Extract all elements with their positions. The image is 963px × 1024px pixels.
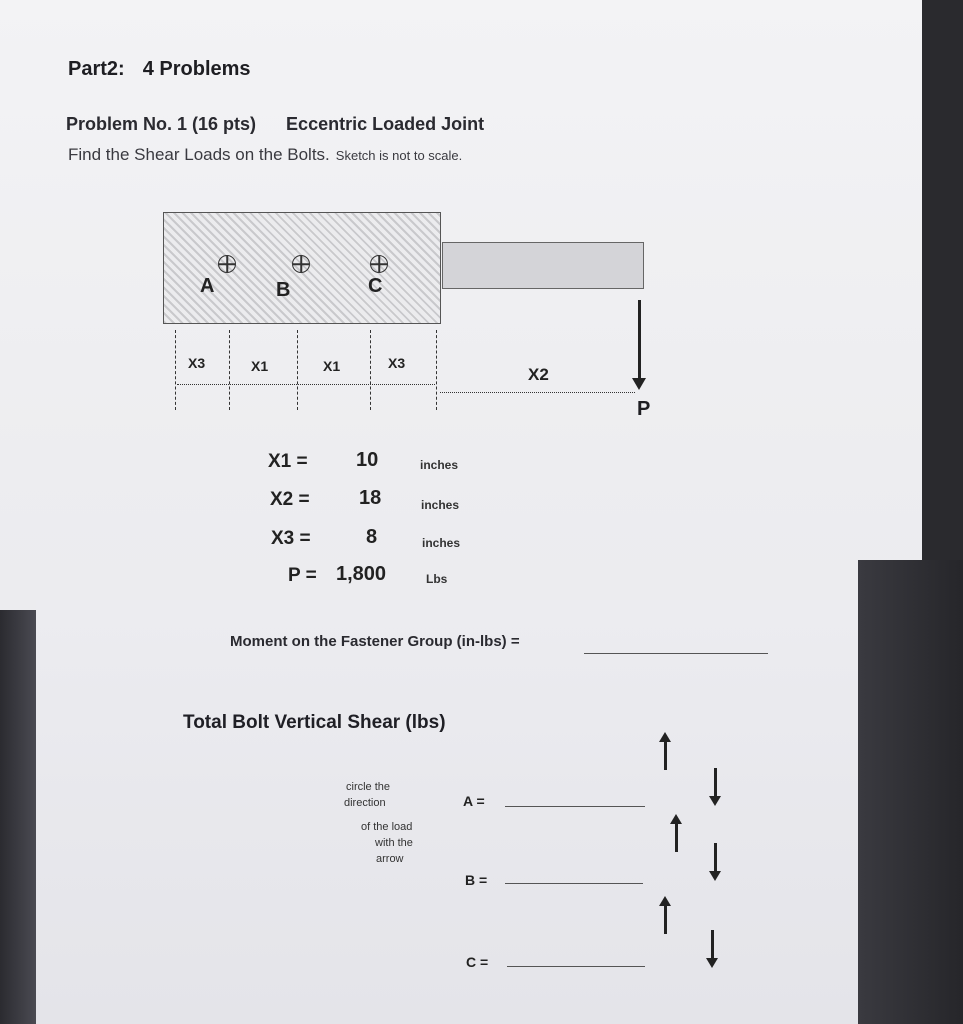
answer-label-a: A = — [463, 793, 485, 809]
moment-answer-line[interactable] — [584, 653, 768, 654]
problem-topic: Eccentric Loaded Joint — [286, 114, 485, 134]
bolt-icon — [370, 255, 388, 273]
total-shear-heading: Total Bolt Vertical Shear (lbs) — [183, 712, 446, 733]
value-unit: inches — [421, 498, 460, 512]
value-number: 1,800 — [336, 563, 387, 585]
arrow-up-icon[interactable] — [664, 904, 667, 934]
part-count: 4 Problems — [142, 58, 251, 80]
value-number: 8 — [366, 526, 378, 548]
problem-heading — [66, 114, 484, 135]
value-unit: inches — [422, 536, 461, 550]
part-label: Part2: — [68, 58, 125, 80]
bolt-icon — [292, 255, 310, 273]
value-unit: inches — [420, 458, 459, 472]
dimension-tick — [370, 330, 371, 410]
value-number: 10 — [356, 449, 379, 471]
instruction-line — [68, 145, 462, 165]
arrow-down-icon[interactable] — [711, 930, 714, 960]
circle-note-line: arrow — [376, 853, 404, 865]
part-heading — [68, 58, 251, 81]
worksheet-page-lower — [36, 600, 858, 1024]
answer-line-c[interactable] — [507, 966, 645, 967]
background-edge-left — [0, 610, 36, 1024]
load-arrow-icon — [638, 300, 641, 380]
value-number: 18 — [359, 487, 382, 509]
answer-line-b[interactable] — [505, 883, 643, 884]
load-label: P — [637, 398, 651, 420]
value-label: X3 = — [271, 528, 311, 549]
bolt-label-c: C — [368, 275, 383, 297]
value-label: P = — [288, 565, 317, 586]
value-unit: Lbs — [426, 572, 448, 586]
dimension-tick — [436, 330, 437, 410]
circle-note-line: with the — [375, 837, 413, 849]
arrow-up-icon[interactable] — [664, 740, 667, 770]
answer-line-a[interactable] — [505, 806, 645, 807]
dimension-line — [177, 384, 435, 385]
value-label: X2 = — [270, 489, 310, 510]
instruction-text: Find the Shear Loads on the Bolts. — [68, 145, 330, 164]
arrow-up-icon[interactable] — [675, 822, 678, 852]
dimension-line-x2 — [440, 392, 635, 393]
answer-label-c: C = — [466, 954, 489, 970]
dim-label: X1 — [323, 358, 341, 374]
dim-label-x2: X2 — [528, 365, 549, 384]
arrow-down-icon[interactable] — [714, 843, 717, 873]
dimension-tick — [229, 330, 230, 410]
bolt-icon — [218, 255, 236, 273]
dimension-tick — [297, 330, 298, 410]
background-edge-right — [858, 560, 963, 1024]
dim-label: X3 — [388, 355, 406, 371]
extension-arm — [442, 242, 644, 289]
scale-note: Sketch is not to scale. — [335, 148, 463, 163]
dim-label: X3 — [188, 355, 206, 371]
bolt-label-a: A — [200, 275, 215, 297]
arrow-down-icon[interactable] — [714, 768, 717, 798]
moment-label: Moment on the Fastener Group (in-lbs) = — [230, 633, 520, 650]
circle-note-line: direction — [344, 797, 386, 809]
circle-note-line: of the load — [361, 821, 413, 833]
dim-label: X1 — [251, 358, 269, 374]
answer-label-b: B = — [465, 872, 488, 888]
problem-number: Problem No. 1 (16 pts) — [66, 114, 257, 134]
value-label: X1 = — [268, 451, 308, 472]
circle-note-line: circle the — [346, 781, 391, 793]
dimension-tick — [175, 330, 176, 410]
bolt-label-b: B — [276, 279, 291, 301]
